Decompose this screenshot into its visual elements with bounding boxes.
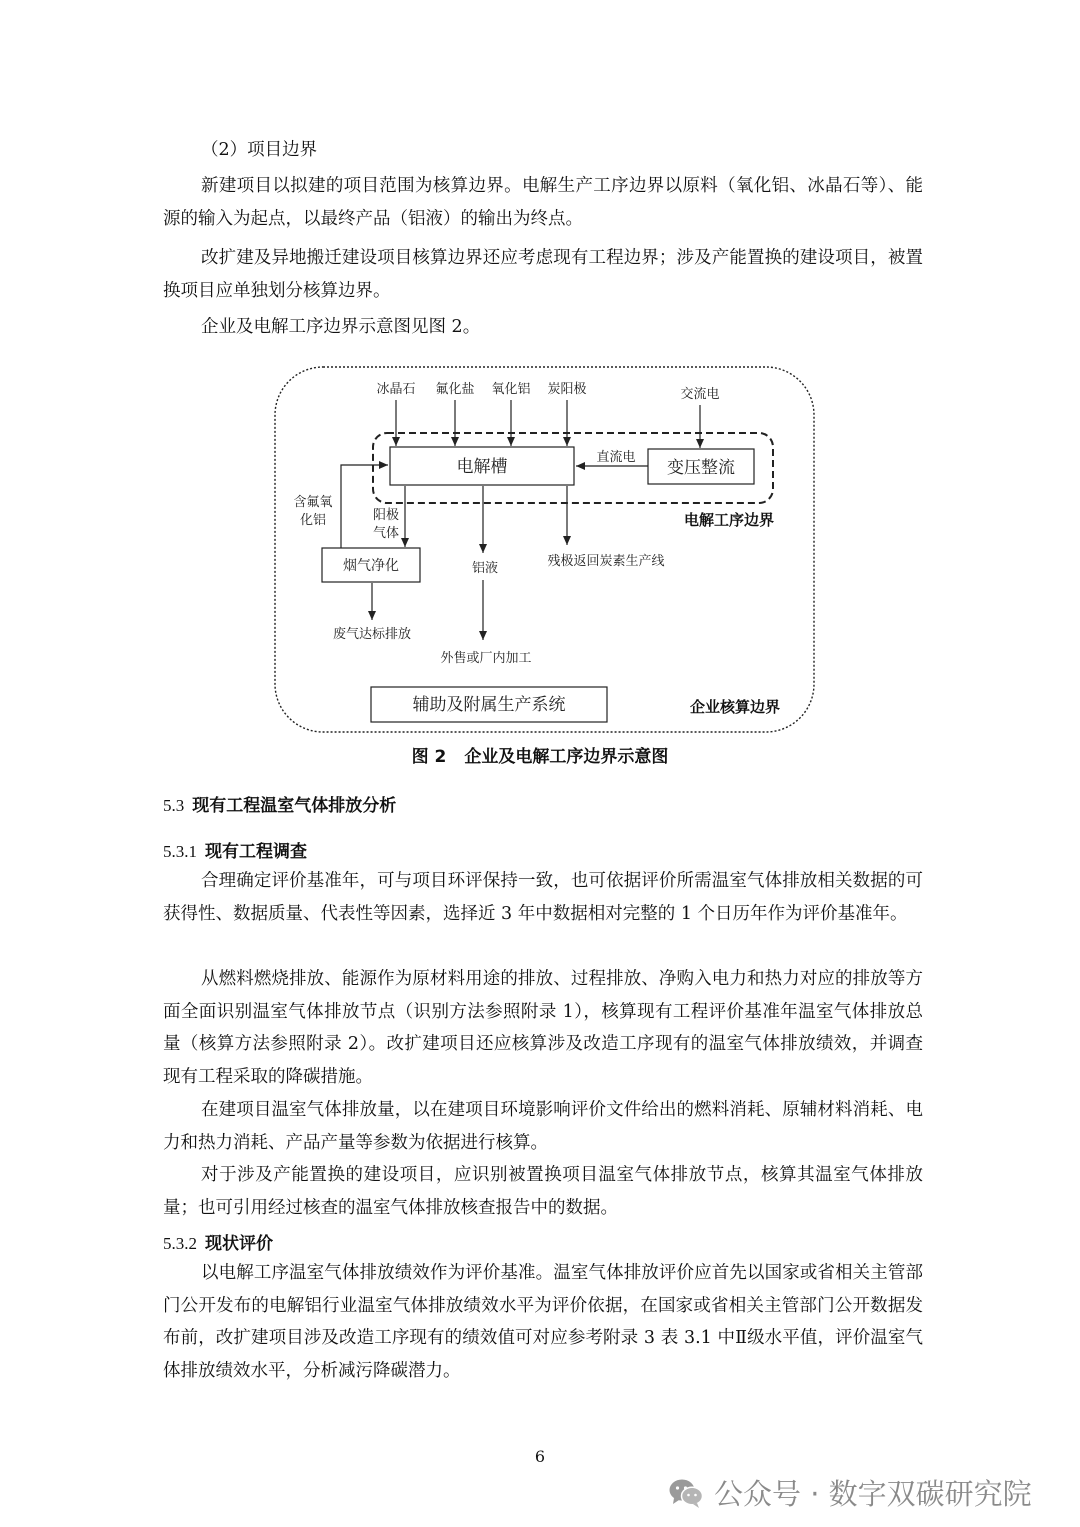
section-number: 5.3.2: [163, 1234, 197, 1253]
section-title: 现有工程温室气体排放分析: [192, 796, 397, 816]
input-label: 炭阳极: [547, 382, 587, 397]
exhaust-label: 废气达标排放: [332, 627, 412, 642]
flue-gas-cleaning-label: 烟气净化: [343, 558, 399, 574]
aluminum-label: 铝液: [471, 561, 499, 576]
figure-title: 企业及电解工序边界示意图: [464, 747, 669, 767]
section-number: 5.3: [163, 796, 185, 815]
paragraph: 以电解工序温室气体排放绩效作为评价基准。温室气体排放评价应首先以国家或省相关主管部门公开发布的电解铝行业温室气体排放绩效水平为评价依据，在国家或省相关主管部门公开数据发布前，改扩建项目涉及改造工序现有的绩效值可对应参考附录 3 表 3.1 中Ⅱ级水平值，评价温室气体排放绩效水平，分析减污降碳潜力。: [163, 1263, 923, 1381]
enterprise-boundary-label: 企业核算边界: [689, 698, 781, 716]
anode-gas-label: 阳极: [372, 508, 400, 523]
process-boundary-label: 电解工序边界: [683, 511, 775, 529]
figure-caption: [0, 742, 1080, 767]
page-number: 6: [534, 1447, 546, 1466]
wechat-icon: [668, 1477, 704, 1509]
paragraph: 改扩建及异地搬迁建设项目核算边界还应考虑现有工程边界；涉及产能置换的建设项目，被置换项目应单独划分核算边界。: [163, 248, 923, 301]
input-label: 氟化盐: [435, 382, 475, 397]
electrolytic-cell-label: 电解槽: [456, 457, 508, 477]
input-label: 氧化铝: [491, 382, 531, 397]
boundary-diagram: [0, 0, 1080, 760]
paragraph: 在建项目温室气体排放量，以在建项目环境影响评价文件给出的燃料消耗、原辅材料消耗、电力和热力消耗、产品产量等参数为依据进行核算。: [163, 1100, 923, 1153]
subsection-heading: （2）项目边界: [201, 140, 318, 160]
ac-power-label: 交流电: [680, 387, 720, 402]
fluoride-alumina-label: 化铝: [299, 513, 327, 528]
paragraph: 从燃料燃烧排放、能源作为原材料用途的排放、过程排放、净购入电力和热力对应的排放等方面全面识别温室气体排放节点（识别方法参照附录 1），核算现有工程评价基准年温室气体排放总量（核算方法参照附录 2）。改扩建项目还应核算涉及改造工序现有的温室气体排放绩效，并调查现有工程采取的降碳措施。: [163, 969, 923, 1087]
paragraph: 新建项目以拟建的项目范围为核算边界。电解生产工序边界以原料（氧化铝、冰晶石等）、能源的输入为起点，以最终产品（铝液）的输出为终点。: [163, 176, 923, 229]
anode-gas-label: 气体: [372, 526, 400, 541]
figure-number: 图 2: [411, 747, 447, 767]
section-heading: [163, 1229, 273, 1254]
watermark: [668, 1472, 1032, 1513]
paragraph: 合理确定评价基准年，可与项目环评保持一致，也可依据评价所需温室气体排放相关数据的可获得性、数据质量、代表性等因素，选择近 3 年中数据相对完整的 1 个日历年作为评价基准年。: [163, 871, 923, 924]
dc-power-label: 直流电: [596, 450, 636, 465]
auxiliary-label: 辅助及附属生产系统: [412, 695, 566, 715]
section-title: 现有工程调查: [205, 842, 307, 862]
fluoride-alumina-label: 含氟氧: [293, 495, 333, 510]
sale-label: 外售或厂内加工: [440, 651, 532, 666]
paragraph: 企业及电解工序边界示意图见图 2。: [201, 317, 481, 337]
residual-anode-label: 残极返回炭素生产线: [547, 554, 665, 569]
rectifier-label: 变压整流: [667, 458, 735, 478]
section-heading: [163, 837, 307, 862]
watermark-text: 公众号 · 数字双碳研究院: [714, 1477, 1032, 1511]
section-title: 现状评价: [205, 1234, 273, 1254]
section-number: 5.3.1: [163, 842, 197, 861]
input-label: 冰晶石: [376, 382, 416, 397]
section-heading: [163, 791, 396, 816]
paragraph: 对于涉及产能置换的建设项目，应识别被置换项目温室气体排放节点，核算其温室气体排放量；也可引用经过核查的温室气体排放核查报告中的数据。: [163, 1165, 923, 1218]
